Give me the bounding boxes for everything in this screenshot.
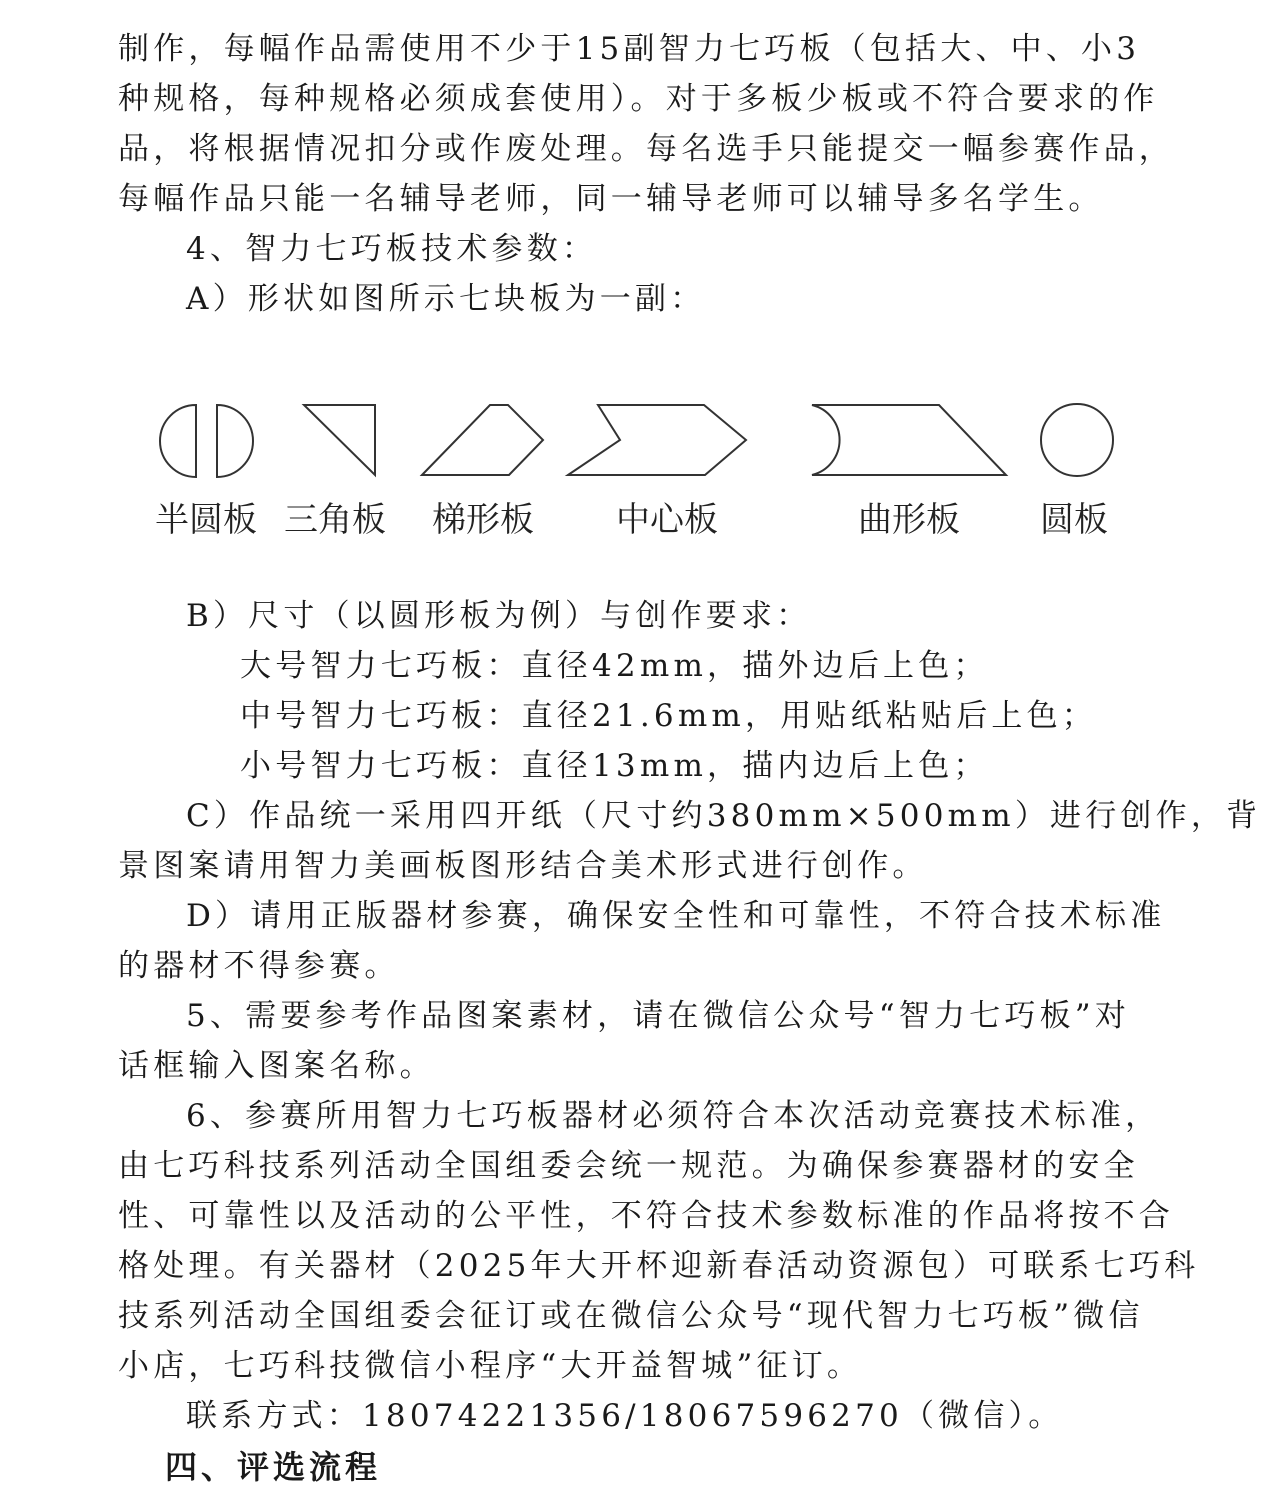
reference-material-line: 5、需要参考作品图案素材，请在微信公众号“智力七巧板”对 xyxy=(186,998,1131,1034)
trapezoid-shape xyxy=(422,405,543,475)
tech-params-heading: 4、智力七巧板技术参数： xyxy=(186,231,598,267)
shape-intro-line: A）形状如图所示七块板为一副： xyxy=(186,281,706,317)
equipment-requirement-line: D）请用正版器材参赛，确保安全性和可靠性，不符合技术标准 xyxy=(186,898,1166,934)
paper-requirement-line: C）作品统一采用四开纸（尺寸约380mm×500mm）进行创作，背 xyxy=(186,798,1262,834)
shape-label-triangle: 三角板 xyxy=(284,500,386,540)
curved-board-shape xyxy=(812,405,1006,475)
tangram-shapes-figure xyxy=(0,380,1280,490)
standard-line: 小店，七巧科技微信小程序“大开益智城”征订。 xyxy=(118,1348,863,1384)
standard-line: 技系列活动全国组委会征订或在微信公众号“现代智力七巧板”微信 xyxy=(118,1298,1144,1334)
standard-line: 6、参赛所用智力七巧板器材必须符合本次活动竞赛技术标准， xyxy=(186,1098,1161,1134)
standard-line: 格处理。有关器材（2025年大开杯迎新春活动资源包）可联系七巧科 xyxy=(118,1248,1200,1284)
size-item-small: 小号智力七巧板：直径13mm，描内边后上色； xyxy=(240,748,989,784)
paragraph-line: 每幅作品只能一名辅导老师，同一辅导老师可以辅导多名学生。 xyxy=(118,181,1104,217)
standard-line: 由七巧科技系列活动全国组委会统一规范。为确保参赛器材的安全 xyxy=(118,1148,1139,1184)
paragraph-line: 种规格，每种规格必须成套使用）。对于多板少板或不符合要求的作 xyxy=(118,81,1159,117)
reference-material-line: 话框输入图案名称。 xyxy=(118,1048,435,1084)
triangle-shape xyxy=(304,405,375,475)
semicircle-right-shape xyxy=(217,405,253,477)
paragraph-line: 制作，每幅作品需使用不少于15副智力七巧板（包括大、中、小3 xyxy=(118,31,1141,67)
shape-label-center: 中心板 xyxy=(616,500,718,540)
center-board-shape xyxy=(568,405,746,475)
section-heading: 四、评选流程 xyxy=(165,1448,382,1486)
standard-line: 性、可靠性以及活动的公平性，不符合技术参数标准的作品将按不合 xyxy=(118,1198,1174,1234)
shape-label-semicircle: 半圆板 xyxy=(155,500,257,540)
size-item-large: 大号智力七巧板：直径42mm，描外边后上色； xyxy=(240,648,989,684)
shape-label-curved: 曲形板 xyxy=(858,500,960,540)
contact-info: 联系方式：18074221356/18067596270（微信）。 xyxy=(186,1398,1064,1434)
paragraph-line: 品，将根据情况扣分或作废处理。每名选手只能提交一幅参赛作品， xyxy=(118,131,1174,167)
shape-label-circle: 圆板 xyxy=(1040,500,1108,540)
circle-shape xyxy=(1041,404,1113,476)
size-section-title: B）尺寸（以圆形板为例）与创作要求： xyxy=(186,598,812,634)
size-item-medium: 中号智力七巧板：直径21.6mm，用贴纸粘贴后上色； xyxy=(240,698,1098,734)
shape-label-trapezoid: 梯形板 xyxy=(432,500,534,540)
equipment-requirement-line: 的器材不得参赛。 xyxy=(118,948,400,984)
semicircle-left-shape xyxy=(160,405,196,477)
paper-requirement-line: 景图案请用智力美画板图形结合美术形式进行创作。 xyxy=(118,848,928,884)
